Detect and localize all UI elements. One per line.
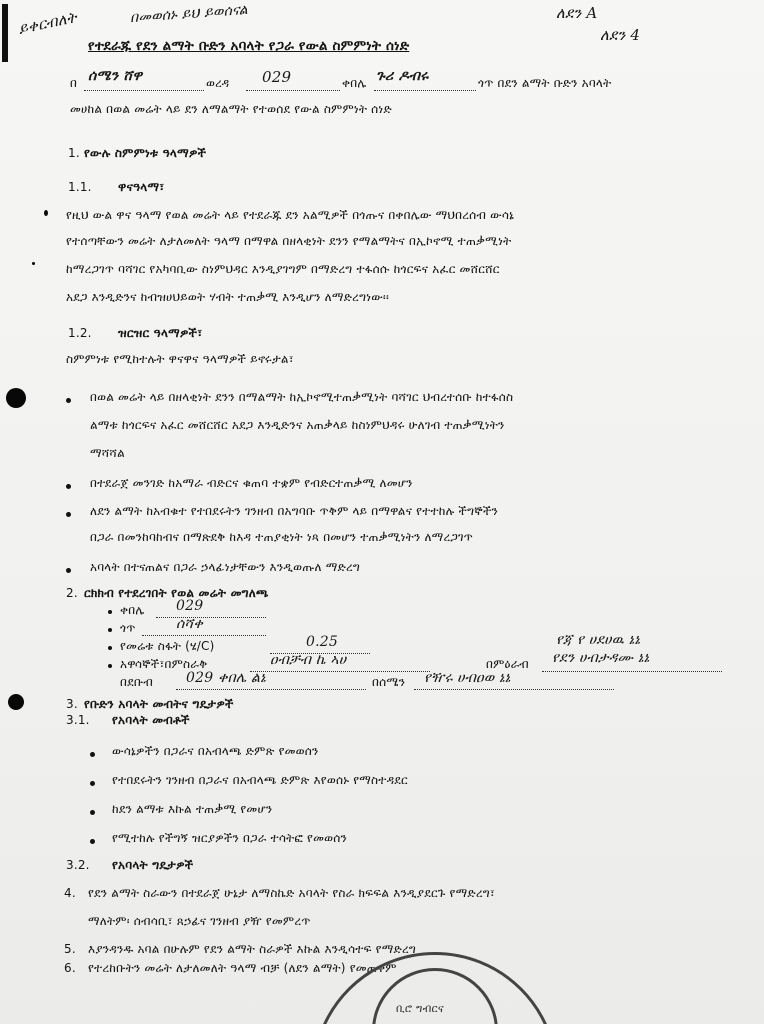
handwritten-note-top: በመወሰኑ ይህ ይወሰናል (129, 1, 249, 27)
s2-west-label: በምዕራብ (486, 657, 529, 671)
s11-text-line: ከማረጋገጥ ባሻገር የአካባቢው ስነምህዳር እንዲያገግም በማድረግ ተፋሰሱ ከጎርፍና አፈር መሸርሸር (66, 262, 500, 276)
s31-number: 3.1. (66, 713, 90, 727)
s2-fill-line (542, 671, 722, 672)
s5-text: እያንዳንዱ አባል በሁሉም የደን ልማት ስራዎች እኩል እንዲሳተፍ የማድረግ (88, 942, 417, 956)
s2-fill-line (414, 689, 614, 690)
speck (44, 210, 48, 216)
s31-bullet: ውሳኔዎችን በጋራና በአብላጫ ድምጽ የመወሰን (112, 744, 319, 758)
document-title: የተደራጁ የደን ልማት ቡድን አባላት የጋራ የውል ስምምነት ሰነድ (88, 38, 410, 54)
s6-number: 6. (64, 961, 76, 975)
bullet-marker (90, 810, 95, 815)
official-stamp-text: ቢሮ ግብርና (396, 1002, 444, 1015)
bullet-marker (90, 839, 95, 844)
s12-number: 1.2. (68, 326, 92, 340)
s12-bullet-line: ማሻሻል (90, 446, 125, 460)
s2-fill-line (176, 689, 366, 690)
s2-south-label: በደቡብ (120, 675, 154, 689)
s2-neighbor-label: አዋሳኞች፣በምስራቅ (120, 657, 208, 671)
s12-bullet-line: ለደን ልማት ከአብቁተ የተበደሩትን ገንዘብ በአግባቡ ጥቅም ላይ በማዋልና የተተከሉ ችግኞችን (90, 504, 498, 518)
handwritten-note-top-right-1: ለደን A (556, 4, 598, 22)
intro-kebele-label: ቀበሌ (342, 76, 367, 90)
punch-hole (6, 388, 26, 408)
handwritten-note-top-left: ይቀርብለት (16, 8, 79, 38)
s31-bullet: ከደን ልማቱ እኩል ተጠቃሚ የመሆን (112, 802, 273, 816)
s3-number: 3. (66, 697, 78, 711)
s2-got-label: ጎጥ (120, 621, 136, 635)
bullet-marker (66, 398, 71, 403)
s2-fill-line (142, 635, 266, 636)
s2-west-value: የደን ሀብታዳሙ ኔኔ (552, 650, 650, 666)
intro-kebele-number: 029 (262, 68, 292, 86)
bullet-marker (108, 664, 112, 668)
intro-woreda-name: ሰሜን ሸዋ (88, 68, 143, 84)
bullet-marker (66, 512, 71, 517)
bullet-marker (90, 752, 95, 757)
bullet-marker (66, 568, 71, 573)
s2-east-value: ዐብቻብ ኬ ኣሀ (270, 652, 347, 668)
handwritten-note-top-right-2: ለደን 4 (600, 26, 641, 44)
s4-line: ማለትም፡ ሰብሳቢ፣ ጸኃፊና ገንዘብ ያዥ የመምረጥ (88, 914, 311, 928)
s11-text-line: አደጋ እንዲድንና ከብዝሀህይወት ሃብት ተጠቃሚ እንዲሆን ለማድረግነው፡፡ (66, 290, 389, 304)
bullet-marker (108, 610, 112, 614)
s11-number: 1.1. (68, 180, 92, 194)
s3-heading: የቡድን አባላት መብትና ግዴታዎች (84, 697, 234, 711)
s2-got-value: ሰሻቀ (176, 616, 203, 632)
s2-heading: ርክክብ የተደረገበት የወል መሬት መግለጫ (84, 586, 269, 600)
punch-hole (8, 694, 24, 710)
speck (32, 262, 35, 265)
bullet-marker (108, 646, 112, 650)
s5-number: 5. (64, 942, 76, 956)
s1-heading: የውሉ ስምምነቱ ዓላማዎች (84, 146, 207, 160)
s12-bullet-line: አባላት በተናጠልና በጋራ ኃላፊነታቸውን እንዲወጡለ ማድረግ (90, 560, 361, 574)
s2-north-value: የዥሩ ሀብዐወ ኔኔ (424, 670, 511, 686)
s1-number: 1. (68, 146, 80, 160)
s31-heading: የአባላት መብቶች (112, 713, 190, 727)
s2-number: 2. (66, 586, 78, 600)
s12-lead: ስምምነቱ የሚከተሉት ዋናዋና ዓላማዎች ይኖሩታል፣ (66, 352, 294, 366)
s31-bullet: የተበደሩትን ገንዘብ በጋራና በአብላጫ ድምጽ እየወሰኑ የማስተዳደር (112, 773, 408, 787)
s2-kebele-label: ቀበሌ (120, 603, 145, 617)
s32-number: 3.2. (66, 858, 90, 872)
s2-area-value: 0.25 (306, 634, 338, 650)
s11-heading: ዋናዓላማ፣ (118, 180, 165, 194)
bullet-marker (66, 484, 71, 489)
s32-heading: የአባላት ግዴታዎች (112, 858, 194, 872)
s12-bullet-line: በጋራ በመንከባከብና በማጽደቅ ከእዳ ተጠያቂነት ነጻ በመሆን ተጠቃሚነትን ለማረጋገጥ (90, 530, 473, 544)
s2-fill-line (250, 671, 430, 672)
bullet-marker (90, 781, 95, 786)
s4-line: የደን ልማት ስራውን በተደራጀ ሁኔታ ለማስኬድ አባላት የስራ ክፍፍል እንዲያደርጉ የማድረግ፣ (88, 886, 496, 900)
s2-area-label: የመሬቱ ስፋት (ሄ/C) (120, 639, 215, 653)
s2-north-label: በሰሜን (372, 675, 406, 689)
intro-prefix: በ (70, 76, 78, 90)
intro-woreda-label: ወረዳ (206, 76, 230, 90)
s12-bullet-line: በወል መሬት ላይ በዘላቂነት ደንን በማልማት ከኢኮኖሚተጠቃሚነት ባሻገር ህብረተሰቡ ከተፋሰስ (90, 390, 514, 404)
margin-bar (2, 4, 8, 62)
s2-kebele-value: 029 (176, 598, 204, 614)
s6-text: የተረከቡትን መሬት ለታለመለት ዓላማ ብቻ (ለደን ልማት) የመጠቀም (88, 961, 397, 975)
s12-heading: ዝርዝር ዓላማዎች፣ (118, 326, 203, 340)
intro-fill-line-2 (246, 90, 340, 91)
s11-text-line: የተሰጣቸውን መሬት ለታለመለት ዓላማ በማዋል በዘላቂነት ደንን የማልማትና በኢኮኖሚ ተጠቃሚነት (66, 234, 512, 248)
s12-bullet-line: በተደራጀ መንገድ ከአማራ ብድርና ቁጠባ ተቋም የብድርተጠቃሚ ለመሆን (90, 476, 413, 490)
s12-bullet-line: ልማቱ ከጎርፍና አፈር መሸርሸር አደጋ እንዲድንና አጠቃላይ ከስነምህዳሩ ሁለገብ ተጠቃሚነትን (90, 418, 505, 432)
intro-fill-line-3 (374, 90, 476, 91)
intro-line2: መሀከል በወል መሬት ላይ ደን ለማልማት የተወሰደ የውል ስምምነት ሰነድ (70, 102, 392, 116)
intro-fill-line-1 (84, 90, 204, 91)
intro-got-name: ጉሪ ዶብሩ (376, 68, 429, 84)
s11-text-line: የዚህ ውል ዋና ዓላማ የወል መሬት ላይ የተደራጁ ደን አልሚዎች በጎጡና በቀበሌው ማህበረሰብ ውሳኔ (66, 208, 515, 222)
s2-fill-line (156, 617, 266, 618)
s2-west-value-top: የጃ የ ሀደሀዉ ኔኔ (556, 632, 641, 648)
bullet-marker (108, 628, 112, 632)
intro-line1-rest: ጎጥ በደን ልማት ቡድን አባላት (478, 76, 612, 90)
s31-bullet: የሚተከሉ የችግኝ ዝርያዎችን በጋራ ተሳትፎ የመወሰን (112, 831, 347, 845)
s2-south-value: 029 ቀበሌ ልኔ (186, 670, 266, 686)
s4-number: 4. (64, 886, 76, 900)
